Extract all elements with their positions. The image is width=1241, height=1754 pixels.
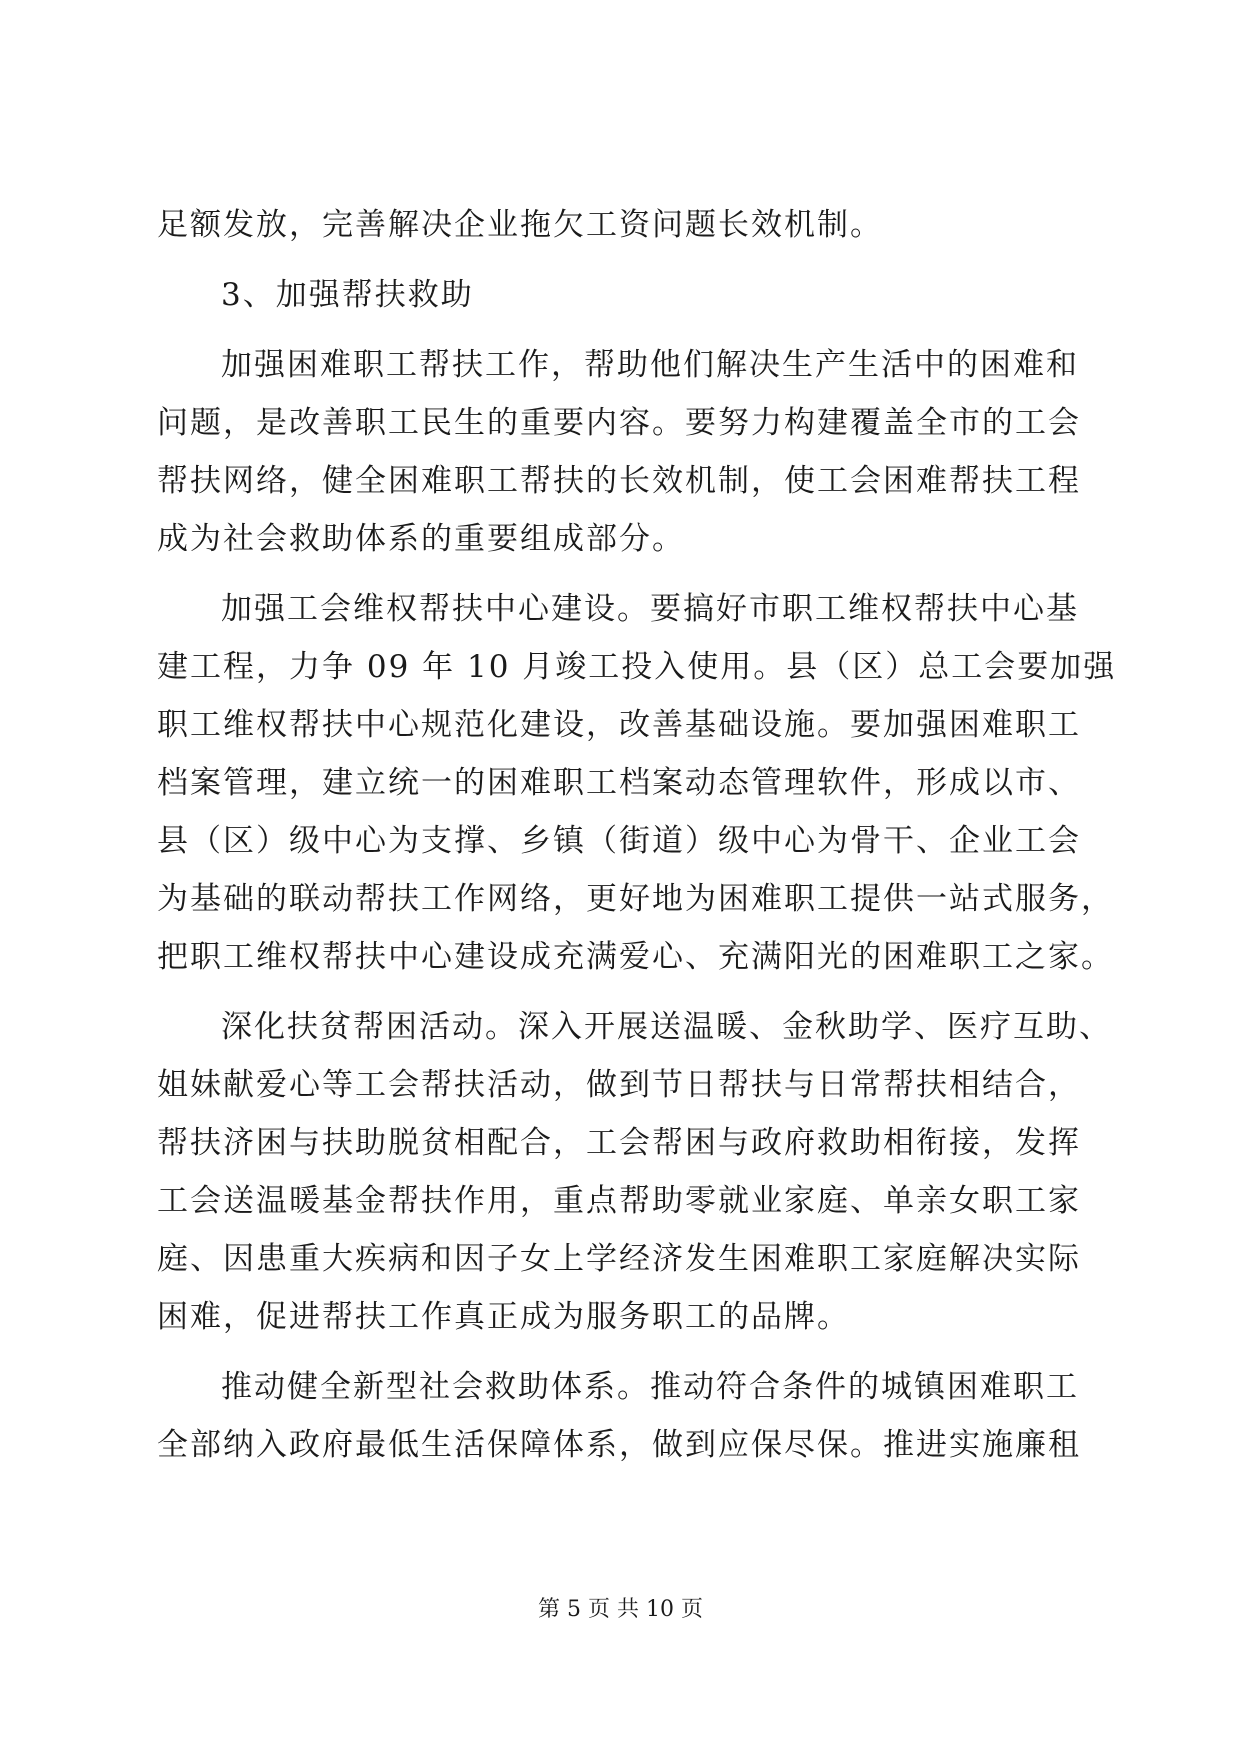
text-line: 工会送温暖基金帮扶作用，重点帮助零就业家庭、单亲女职工家 [157, 1183, 1081, 1219]
text-line: 帮扶网络，健全困难职工帮扶的长效机制，使工会困难帮扶工程 [157, 463, 1081, 499]
text-line: 帮扶济困与扶助脱贫相配合，工会帮困与政府救助相衔接，发挥 [157, 1125, 1081, 1161]
text-line: 建工程，力争 09 年 10 月竣工投入使用。县（区）总工会要加强 [157, 649, 1117, 685]
text-line: 档案管理，建立统一的困难职工档案动态管理软件，形成以市、 [157, 765, 1081, 801]
text-line: 推动健全新型社会救助体系。推动符合条件的城镇困难职工 [221, 1369, 1079, 1405]
text-line: 把职工维权帮扶中心建设成充满爱心、充满阳光的困难职工之家。 [157, 939, 1114, 975]
text-line: 加强工会维权帮扶中心建设。要搞好市职工维权帮扶中心基 [221, 591, 1079, 627]
text-line: 加强困难职工帮扶工作，帮助他们解决生产生活中的困难和 [221, 347, 1079, 383]
text-line: 全部纳入政府最低生活保障体系，做到应保尽保。推进实施廉租 [157, 1427, 1081, 1463]
text-line: 困难，促进帮扶工作真正成为服务职工的品牌。 [157, 1299, 850, 1335]
text-line: 姐妹献爱心等工会帮扶活动，做到节日帮扶与日常帮扶相结合， [157, 1067, 1081, 1103]
text-line: 足额发放，完善解决企业拖欠工资问题长效机制。 [157, 207, 883, 243]
document-body [157, 196, 1117, 1474]
text-line: 成为社会救助体系的重要组成部分。 [157, 521, 685, 557]
text-line: 县（区）级中心为支撑、乡镇（街道）级中心为骨干、企业工会 [157, 823, 1081, 859]
text-line: 职工维权帮扶中心规范化建设，改善基础设施。要加强困难职工 [157, 707, 1081, 743]
text-line: 深化扶贫帮困活动。深入开展送温暖、金秋助学、医疗互助、 [221, 1009, 1112, 1045]
page-number-footer: 第 5 页 共 10 页 [538, 1597, 703, 1622]
section-heading: 3、加强帮扶救助 [221, 277, 474, 313]
text-line: 问题，是改善职工民生的重要内容。要努力构建覆盖全市的工会 [157, 405, 1081, 441]
text-line: 庭、因患重大疾病和因子女上学经济发生困难职工家庭解决实际 [157, 1241, 1081, 1277]
text-line: 为基础的联动帮扶工作网络，更好地为困难职工提供一站式服务， [157, 881, 1114, 917]
